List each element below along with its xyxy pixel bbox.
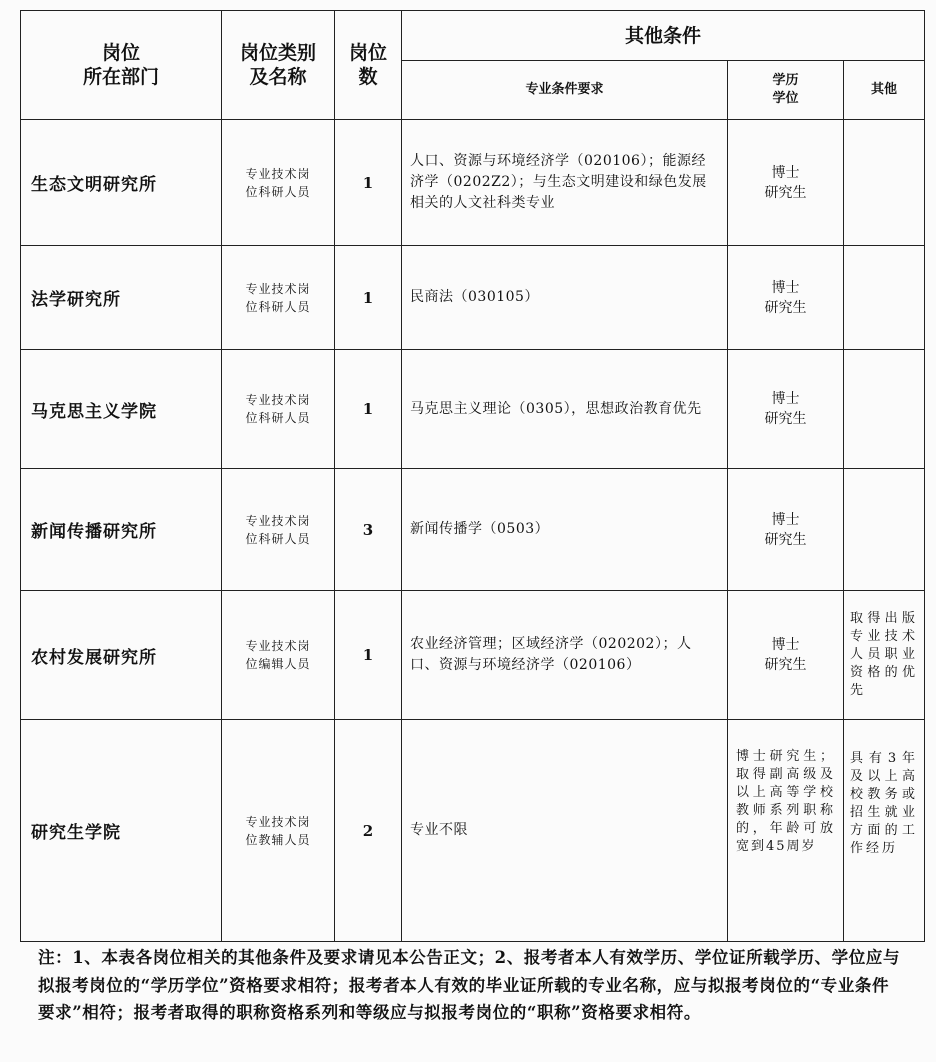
row-other [844, 350, 925, 469]
header-education: 学历 学位 [728, 61, 844, 120]
header-major-req: 专业条件要求 [402, 61, 728, 120]
row-major: 专业不限 [402, 720, 728, 942]
table-row [21, 720, 925, 942]
row-category: 专业技术岗 位科研人员 [222, 120, 335, 246]
header-category: 岗位类别 及名称 [222, 11, 335, 120]
row-dept: 法学研究所 [21, 246, 222, 350]
row-category: 专业技术岗 位科研人员 [222, 246, 335, 350]
row-education: 博士 研究生 [728, 120, 844, 246]
row-dept: 农村发展研究所 [21, 591, 222, 720]
row-major: 新闻传播学（0503） [402, 469, 728, 591]
row-category: 专业技术岗 位教辅人员 [222, 720, 335, 942]
table-row [21, 246, 925, 350]
table-row [21, 469, 925, 591]
row-major: 马克思主义理论（0305），思想政治教育优先 [402, 350, 728, 469]
row-count: 1 [335, 591, 402, 720]
row-count: 3 [335, 469, 402, 591]
row-major: 民商法（030105） [402, 246, 728, 350]
job-positions-table [20, 10, 925, 942]
header-other-conditions: 其他条件 [402, 11, 925, 61]
row-count: 2 [335, 720, 402, 942]
row-category: 专业技术岗 位科研人员 [222, 469, 335, 591]
row-category: 专业技术岗 位科研人员 [222, 350, 335, 469]
footnote: 注：1、本表各岗位相关的其他条件及要求请见本公告正文；2、报考者本人有效学历、学位证所载学历、学位应与拟报考岗位的“学历学位”资格要求相符；报考者本人有效的毕业证所载的专业名称，应与拟报考岗位的“专业条件要求”相符；报考者取得的职称资格系列和等级应与拟报考岗位的“职称”资格要求相符。 [38, 948, 901, 1022]
row-other: 取得出版专业技术人员职业资格的优先 [844, 591, 925, 720]
table-row [21, 350, 925, 469]
row-major: 农业经济管理；区域经济学（020202）；人口、资源与环境经济学（020106） [402, 591, 728, 720]
row-category: 专业技术岗 位编辑人员 [222, 591, 335, 720]
header-dept: 岗位 所在部门 [21, 11, 222, 120]
table-row [21, 591, 925, 720]
row-education: 博士 研究生 [728, 469, 844, 591]
row-count: 1 [335, 350, 402, 469]
row-other: 具有3年及以上高校教务或招生就业方面的工作经历 [844, 720, 925, 942]
row-dept: 马克思主义学院 [21, 350, 222, 469]
row-dept: 生态文明研究所 [21, 120, 222, 246]
row-dept: 新闻传播研究所 [21, 469, 222, 591]
row-education: 博士 研究生 [728, 350, 844, 469]
row-other [844, 246, 925, 350]
row-other [844, 120, 925, 246]
row-education: 博士 研究生 [728, 591, 844, 720]
row-dept: 研究生学院 [21, 720, 222, 942]
row-major: 人口、资源与环境经济学（020106）；能源经济学（0202Z2）；与生态文明建设和绿色发展相关的人文社科类专业 [402, 120, 728, 246]
row-count: 1 [335, 246, 402, 350]
header-count: 岗位 数 [335, 11, 402, 120]
table-row [21, 120, 925, 246]
row-education: 博士 研究生 [728, 246, 844, 350]
header-other: 其他 [844, 61, 925, 120]
row-count: 1 [335, 120, 402, 246]
row-education: 博士研究生；取得副高级及以上高等学校教师系列职称的，年龄可放宽到45周岁 [728, 720, 844, 942]
row-other [844, 469, 925, 591]
